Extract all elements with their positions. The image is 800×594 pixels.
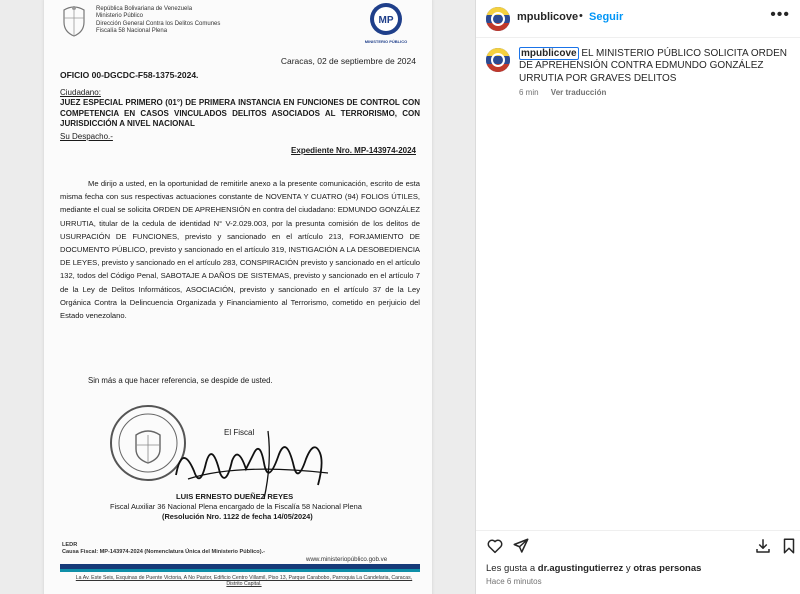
document-oficio: OFICIO 00-DGCDC-F58-1375-2024. [60,70,199,80]
document-footnote [62,542,265,556]
caption-avatar[interactable] [486,48,510,72]
post-actions [476,530,800,594]
document-salutation: Ciudadano: [60,88,101,97]
document-expediente: Expediente Nro. MP-143974-2024 [291,146,416,155]
document-despacho: Su Despacho.- [60,132,113,141]
separator-dot: • [579,10,583,22]
document-recipient: JUEZ ESPECIAL PRIMERO (01°) DE PRIMERA INSTANCIA EN FUNCIONES DE CONTROL CON COMPETENCIA EN CASOS VINCULADOS DELITOS ASOCIADOS AL TERRORISMO, CON JURISDICCIÓN A NIVEL NACIONAL [60,98,420,129]
caption-text-block [519,48,791,85]
document-closing: Sin más a que hacer referencia, se despide de usted. [88,376,273,385]
logo-label: MINISTERIO PÚBLICO [364,39,408,44]
post-header [476,0,800,38]
org-line: República Bolivariana de Venezuela [96,6,193,12]
likes-others-link[interactable]: otras personas [633,563,702,574]
likes-middle: y [625,563,631,574]
document-org-header [96,6,220,36]
download-icon[interactable] [754,537,772,555]
avatar-ring [491,12,505,26]
footnote-initials: LEDR [62,542,78,548]
likes-summary [486,563,701,574]
caption-timestamp[interactable]: 6 min [519,88,539,97]
caption-username-link[interactable]: mpublicove [521,48,577,59]
ministerio-publico-logo [362,0,410,46]
signer-role: Fiscal Auxiliar 36 Nacional Plena encargado de la Fiscalía 58 Nacional Plena [110,502,362,511]
post-timestamp[interactable]: Hace 6 minutos [486,577,542,586]
document-page [44,0,432,594]
footer-bar-accent [60,569,420,572]
header-username-link[interactable]: mpublicove [517,11,579,23]
footnote-causa: Causa Fiscal: MP-143974-2024 (Nomenclatura Única del Ministerio Público).- [62,548,265,555]
panel-divider [475,0,476,594]
signature-icon [168,423,338,503]
document-date: Caracas, 02 de septiembre de 2024 [280,56,416,66]
document-body: Me dirijo a usted, en la oportunidad de remitirle anexo a la presente comunicación, escrito de esta misma fecha con sus respectivas actuaciones constante de NOVENTA Y CUATRO (94) FOLIOS ÚTILES, mediante el cual se solicita ORDEN DE APREHENSIÓN en contra del ciudadano: EDMUNDO GONZÁLEZ URRUTIA, titular de la cedula de identidad N° V-2.029.003, por la presunta comisión de los delitos de USURPACIÓN DE FUNCIONES, previsto y sancionado en el artículo 213, FORJAMIENTO DE DOCUMENTO PÚBLICO, previsto y sancionado en el artículo 319, INSTIGACIÓN A LA DESOBEDIENCIA DE LEYES, previsto y sancionado en el artículo 283, CONSPIRACIÓN previsto y sancionado en el artículo 132, todos del Código Penal, SABOTAJE A DAÑOS DE SISTEMAS, previsto y sancionado en el artículo 7 de la Ley de Delitos Informáticos, ASOCIACIÓN, previsto y sancionado en el artículo 37 de la Ley Orgánica Contra la Delincuencia Organizada y Financiamiento al Terrorismo, cometido en perjuicio del Estado venezolano. [60,179,420,321]
caption-text: EL MINISTERIO PÚBLICO SOLICITA ORDEN DE APREHENSIÓN CONTRA EDMUNDO GONZÁLEZ URRUTIA POR GRAVES DELITOS [519,48,787,84]
more-options-icon[interactable]: ••• [770,6,790,23]
caption-meta [519,88,606,97]
signer-resolution: (Resolución Nro. 1122 de fecha 14/05/2024) [162,512,313,521]
avatar[interactable] [486,7,510,31]
likes-user-link[interactable]: dr.agustingutierrez [537,563,624,574]
avatar-ring [491,53,505,67]
likes-prefix: Les gusta a [486,563,536,574]
org-line: Dirección General Contra los Delitos Comunes [96,20,221,27]
signer-name: LUIS ERNESTO DUEÑEZ REYES [176,492,294,501]
org-line: Fiscalía 58 Nacional Plena [96,28,168,35]
document-address: La Av. Este Seis, Esquinas de Puente Victoria, A No Pastor, Edificio Centro Villamil, Piso 13, Parque Carabobo, Parroquia La Candelaria, Caracas, Distrito Capital. [75,575,413,588]
follow-button[interactable]: Seguir [589,11,624,23]
bookmark-icon[interactable] [780,537,798,555]
heart-icon[interactable] [486,537,504,555]
fiscal-label: El Fiscal [224,428,255,437]
document-website: www.ministeriopúblico.gob.ve [306,556,388,563]
svg-text:MP: MP [378,15,394,26]
share-icon[interactable] [512,537,530,555]
org-line: Ministerio Público [96,13,144,20]
translate-link[interactable]: Ver traducción [550,88,607,97]
coat-of-arms-icon [58,4,90,38]
